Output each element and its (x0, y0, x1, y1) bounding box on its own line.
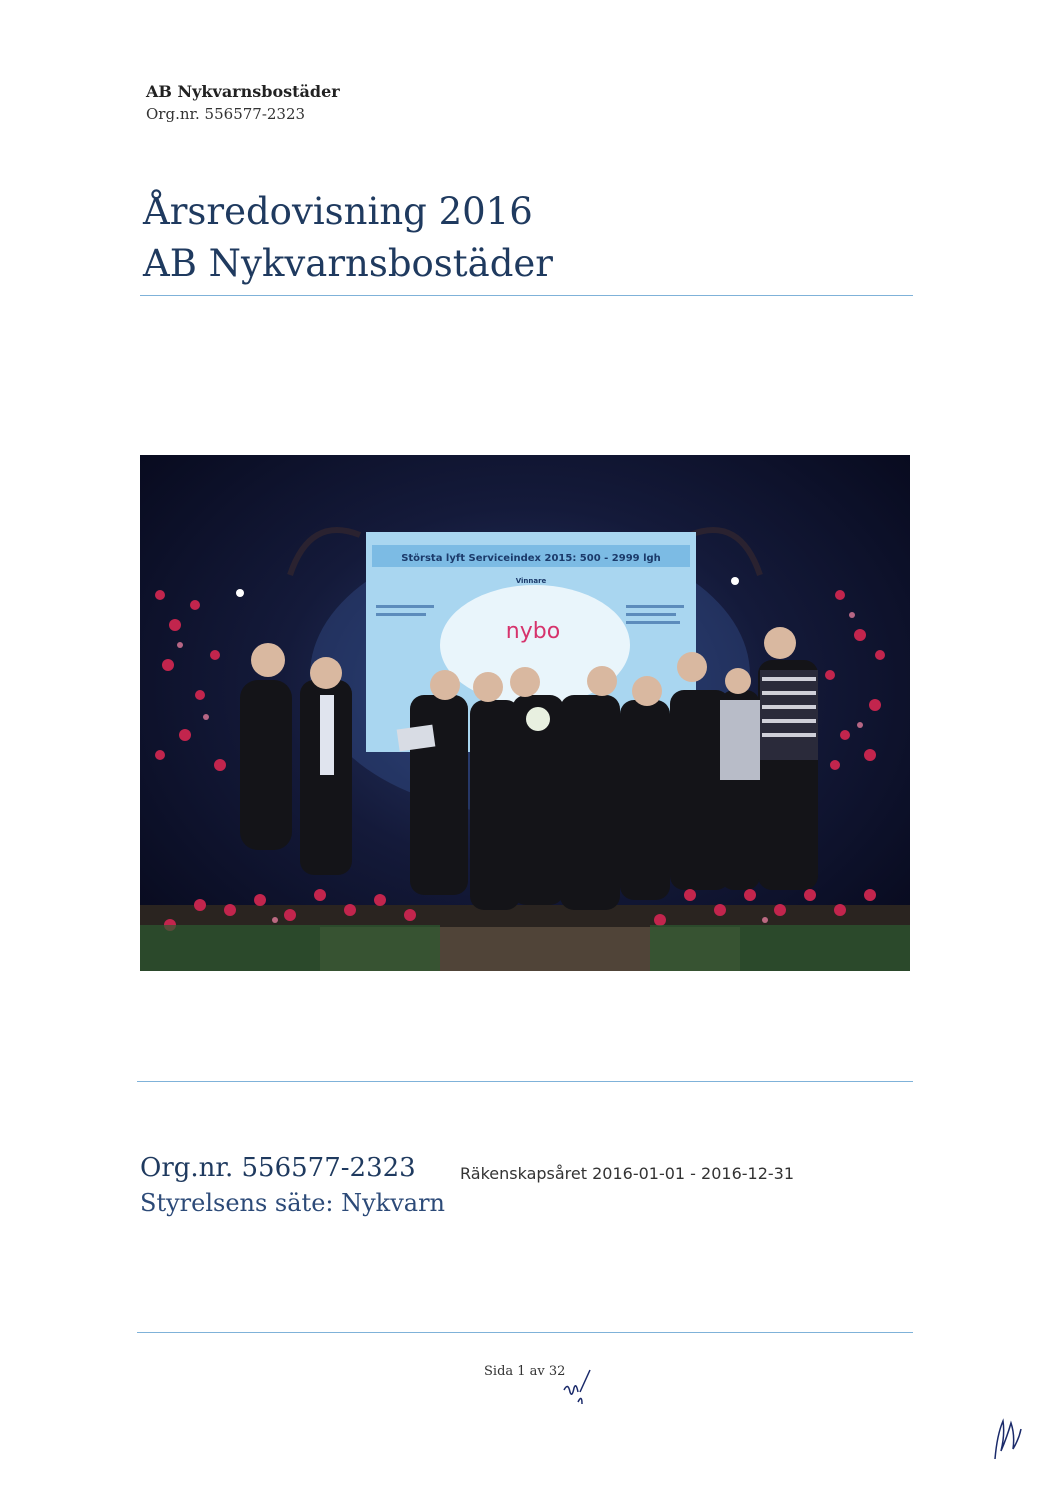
cover-photo (140, 455, 910, 971)
page-number: Sida 1 av 32 (484, 1364, 566, 1379)
screen-subheading: Vinnare (515, 577, 547, 585)
document-subtitle: AB Nykvarnsbostäder (143, 242, 553, 285)
section-divider (137, 1081, 913, 1082)
title-divider (140, 295, 913, 296)
footer-divider (137, 1332, 913, 1333)
org-number: Org.nr. 556577-2323 (140, 1153, 416, 1183)
handwritten-initials (560, 1368, 596, 1412)
fiscal-year: Räkenskapsåret 2016-01-01 - 2016-12-31 (460, 1164, 795, 1183)
board-seat: Styrelsens säte: Nykvarn (140, 1189, 446, 1217)
header-org-number: Org.nr. 556577-2323 (146, 105, 306, 123)
document-title: Årsredovisning 2016 (143, 190, 533, 233)
header-company-name: AB Nykvarnsbostäder (146, 82, 340, 101)
nybo-logo-text: nybo (505, 619, 561, 644)
screen-headline: Största lyft Serviceindex 2015: 500 - 2999 lgh (401, 553, 661, 564)
handwritten-signature (985, 1415, 1025, 1469)
